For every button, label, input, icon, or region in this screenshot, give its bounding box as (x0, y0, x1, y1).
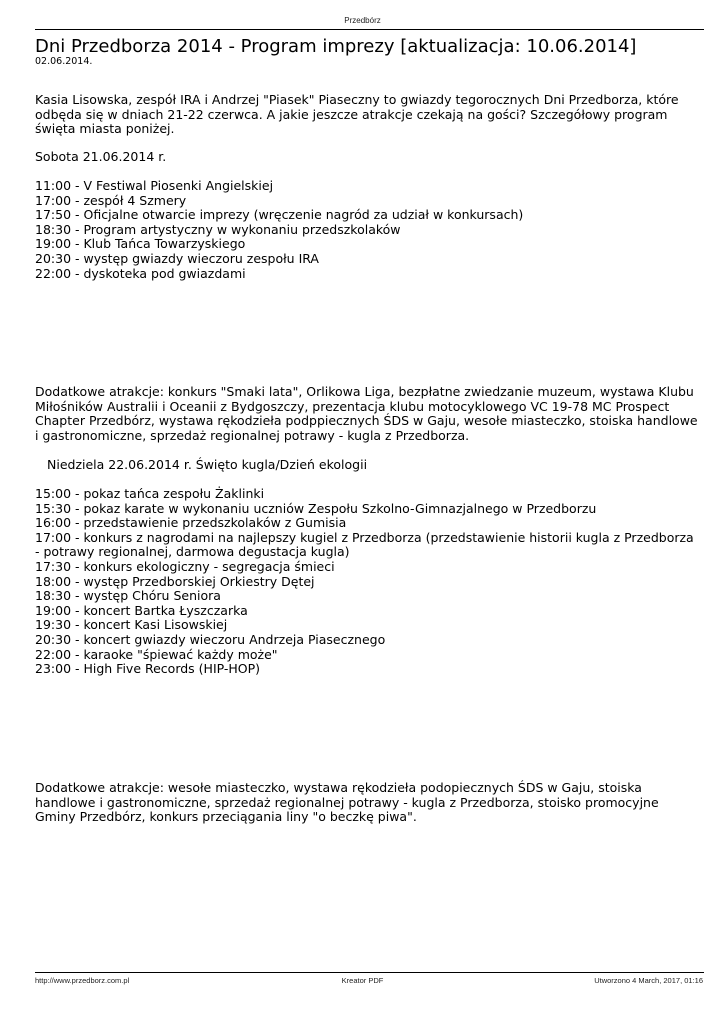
extras-line: Miłośników Australii i Oceanii z Bydgoszczy, prezentacja klubu motocyklowego VC 19-78 MC Prospect (35, 398, 670, 414)
intro-line: Kasia Lisowska, zespół IRA i Andrzej "Piasek" Piaseczny to gwiazdy tegorocznych Dni Przedborza, które (35, 92, 679, 107)
saturday-heading-text: Sobota 21.06.2014 r. (35, 149, 167, 164)
program-item: 15:00 - pokaz tańca zespołu Żaklinki (35, 486, 265, 501)
saturday-extras (35, 384, 698, 443)
article-date: 02.06.2014. (35, 56, 93, 67)
program-item: 23:00 - High Five Records (HIP-HOP) (35, 661, 261, 677)
program-item: 20:30 - występ gwiazdy wieczoru zespołu IRA (35, 250, 319, 266)
program-item: 15:30 - pokaz karate w wykonaniu uczniów Zespołu Szkolno-Gimnazjalnego w Przedborzu (35, 500, 597, 516)
intro-line: odbęda się w dniach 21-22 czerwca. A jakie jeszcze atrakcje czekają na gości? Szczegółowy program (35, 106, 668, 122)
program-item: 18:30 - występ Chóru Seniora (35, 588, 221, 604)
footer-created-date: Utworzono 4 March, 2017, 01:16 (594, 976, 703, 985)
article-title: Dni Przedborza 2014 - Program imprezy [aktualizacja: 10.06.2014] (35, 36, 637, 57)
extras-line: Chapter Przedbórz, wystawa rękodzieła podppiecznych ŚDS w Gaju, wesołe miasteczko, stoiska handlowe (35, 413, 698, 429)
program-item: 18:00 - występ Przedborskiej Orkiestry Dętej (35, 573, 315, 589)
program-item: 17:50 - Oficjalne otwarcie imprezy (wręczenie nagród za udział w konkursach) (35, 207, 524, 223)
extras-line: i gastronomiczne, sprzedaż regionalnej potrawy - kugla z Przedborza. (35, 427, 470, 443)
footer-generator: Kreator PDF (341, 976, 384, 985)
extras-line: Gminy Przedbórz, konkurs przeciągania liny "o beczkę piwa". (35, 809, 417, 825)
program-item: 19:00 - Klub Tańca Towarzyskiego (35, 236, 246, 252)
intro-paragraph (35, 93, 695, 137)
sunday-heading-text: Niedziela 22.06.2014 r. Święto kugla/Dzień ekologii (47, 457, 368, 472)
site-name-header: Przedbórz (344, 16, 381, 25)
program-item: 20:30 - koncert gwiazdy wieczoru Andrzeja Piasecznego (35, 631, 386, 647)
extras-line: handlowe i gastronomiczne, sprzedaż regionalnej potrawy - kugla z Przedborza, stoisko promocyjne (35, 794, 659, 810)
extras-line: Dodatkowe atrakcje: konkurs "Smaki lata", Orlikowa Liga, bezpłatne zwiedzanie muzeum, wystawa Klubu (35, 384, 694, 399)
saturday-program (35, 179, 695, 281)
program-item: 16:00 - przedstawienie przedszkolaków z Gumisia (35, 515, 347, 531)
program-item: 11:00 - V Festiwal Piosenki Angielskiej (35, 178, 274, 193)
program-item: 17:00 - zespół 4 Szmery (35, 192, 187, 208)
program-item: 18:30 - Program artystyczny w wykonaniu przedszkolaków (35, 221, 401, 237)
extras-line: Dodatkowe atrakcje: wesołe miasteczko, wystawa rękodzieła podopiecznych ŚDS w Gaju, stoiska (35, 780, 642, 795)
header-divider (35, 29, 704, 30)
footer-divider (35, 972, 704, 973)
sunday-extras (35, 781, 695, 825)
sunday-program (35, 487, 695, 677)
sunday-heading (47, 458, 707, 473)
program-item: 19:00 - koncert Bartka Łyszczarka (35, 602, 248, 618)
intro-line: święta miasta poniżej. (35, 121, 175, 137)
program-item: - potrawy regionalnej, darmowa degustacja kugla) (35, 544, 350, 560)
program-item: 17:00 - konkurs z nagrodami na najlepszy kugiel z Przedborza (przedstawienie historii kugla z Przedborza (35, 529, 694, 545)
saturday-heading (35, 150, 695, 165)
program-item: 22:00 - karaoke "śpiewać każdy może" (35, 646, 278, 662)
program-item: 22:00 - dyskoteka pod gwiazdami (35, 265, 246, 281)
program-item: 19:30 - koncert Kasi Lisowskiej (35, 617, 228, 633)
footer-url-link[interactable]: http://www.przedborz.com.pl (35, 976, 130, 985)
program-item: 17:30 - konkurs ekologiczny - segregacja śmieci (35, 558, 335, 574)
